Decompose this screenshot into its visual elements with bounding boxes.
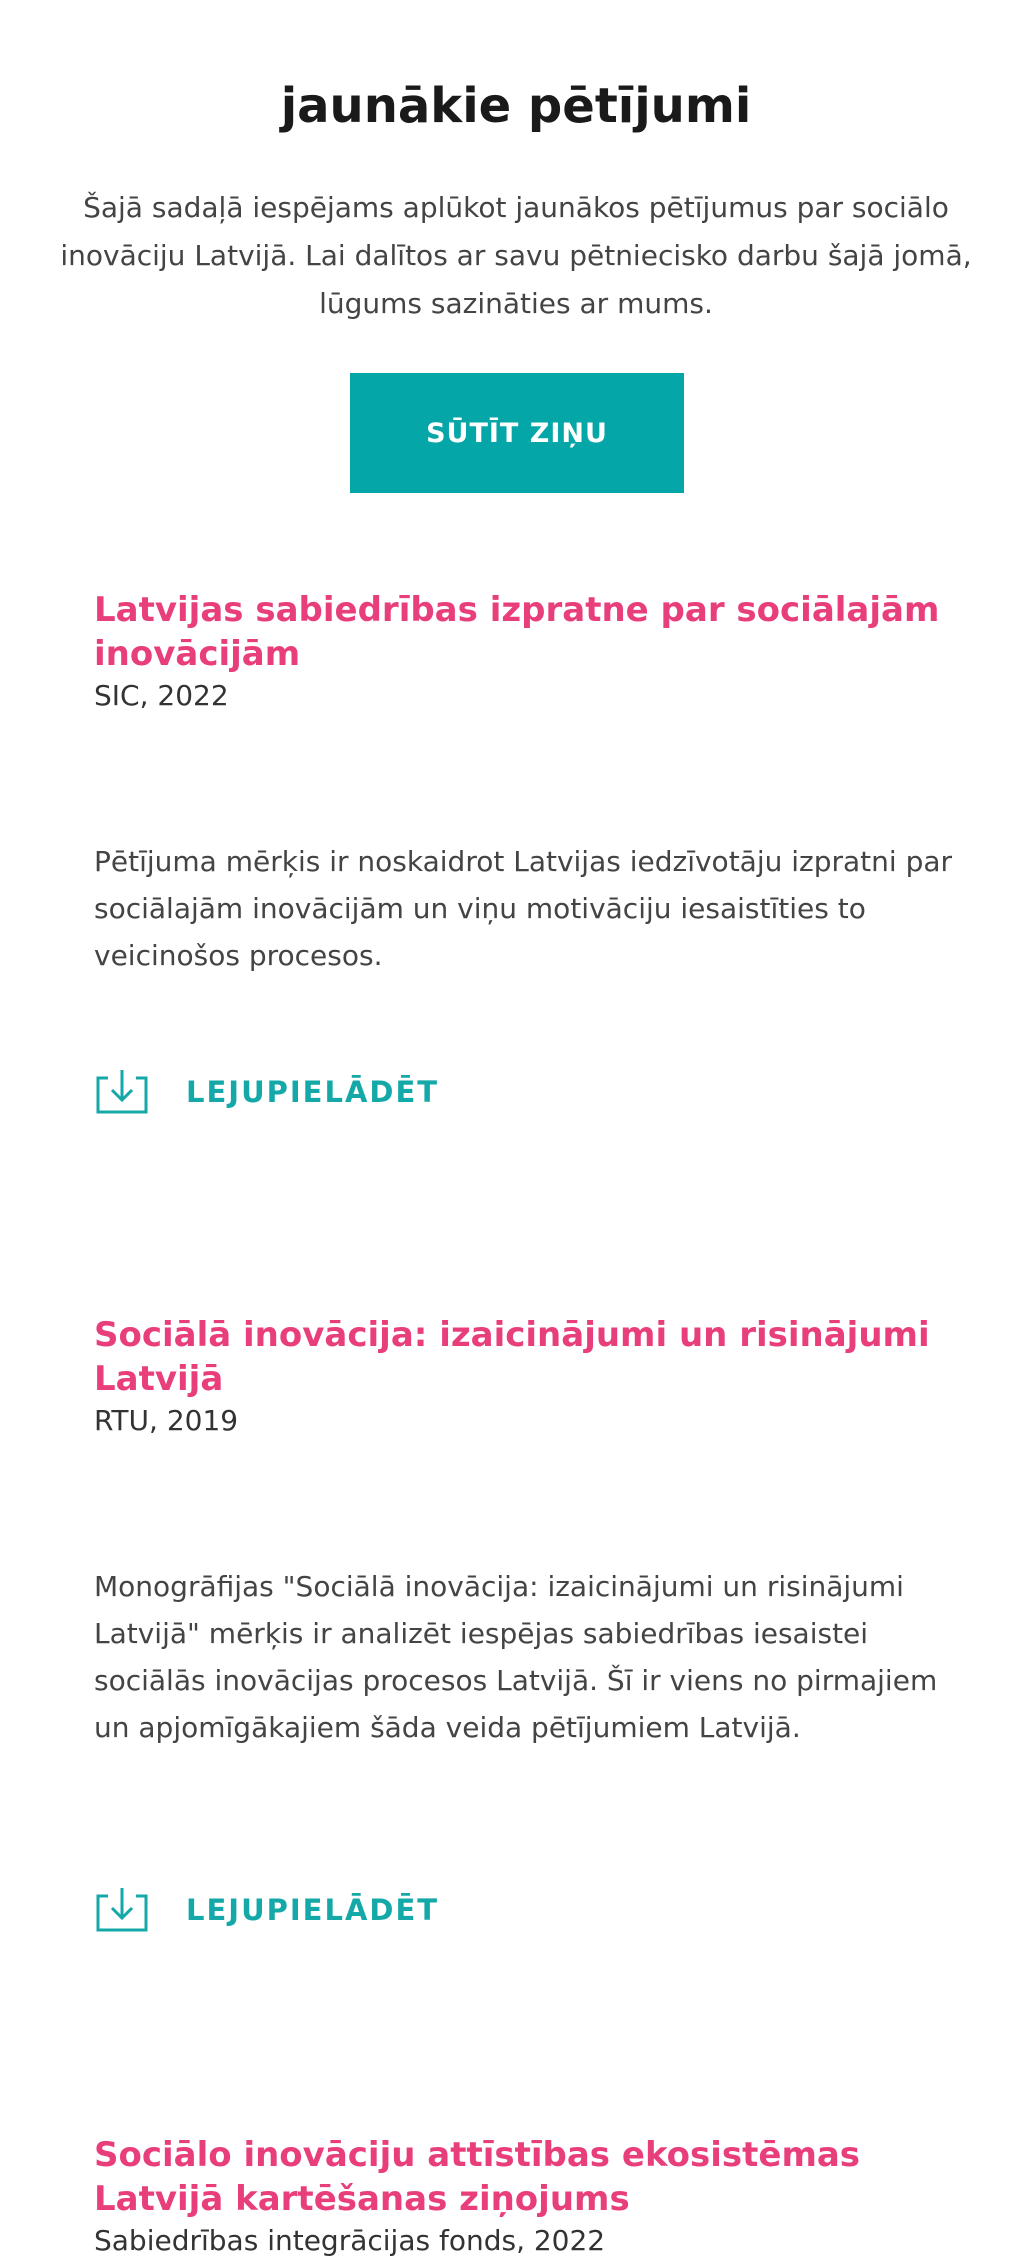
download-link[interactable]	[94, 1068, 439, 1116]
download-icon	[94, 1886, 150, 1934]
download-label: LEJUPIELĀDĒT	[186, 1893, 440, 1927]
study-description: Monogrāfijas "Sociālā inovācija: izaicinājumi un risinājumi Latvijā" mērķis ir analizēt iespējas sabiedrības iesaistei sociālās inovācijas procesos Latvijā. Šī ir viens no pirmajiem un apjomīgākajiem šāda veida pētījumiem Latvijā.	[94, 1570, 938, 1744]
download-label: LEJUPIELĀDĒT	[186, 1075, 440, 1109]
intro-text: Šajā sadaļā iespējams aplūkot jaunākos pētījumus par sociālo inovāciju Latvijā. Lai dalītos ar savu pētniecisko darbu šajā jomā, lūgums sazināties ar mums.	[60, 191, 972, 320]
study-item	[94, 588, 964, 1109]
page-title: jaunākie pētījumi	[280, 78, 752, 134]
study-source: RTU, 2019	[94, 1404, 239, 1437]
study-title[interactable]: Sociālā inovācija: izaicinājumi un risinājumi Latvijā	[94, 1315, 930, 1399]
download-icon	[94, 1068, 150, 1116]
study-item	[94, 2133, 964, 2261]
study-source: SIC, 2022	[94, 679, 229, 712]
download-link[interactable]	[94, 1886, 439, 1934]
study-item	[94, 1313, 964, 1927]
study-source: Sabiedrības integrācijas fonds, 2022	[94, 2224, 606, 2257]
study-description: Pētījuma mērķis ir noskaidrot Latvijas iedzīvotāju izpratni par sociālajām inovācijām un viņu motivāciju iesaistīties to veicinošos procesos.	[94, 845, 953, 972]
study-title[interactable]: Latvijas sabiedrības izpratne par sociālajām inovācijām	[94, 590, 940, 674]
send-message-button[interactable]: SŪTĪT ZIŅU	[350, 373, 684, 493]
study-title[interactable]: Sociālo inovāciju attīstības ekosistēmas Latvijā kartēšanas ziņojums	[94, 2135, 861, 2219]
